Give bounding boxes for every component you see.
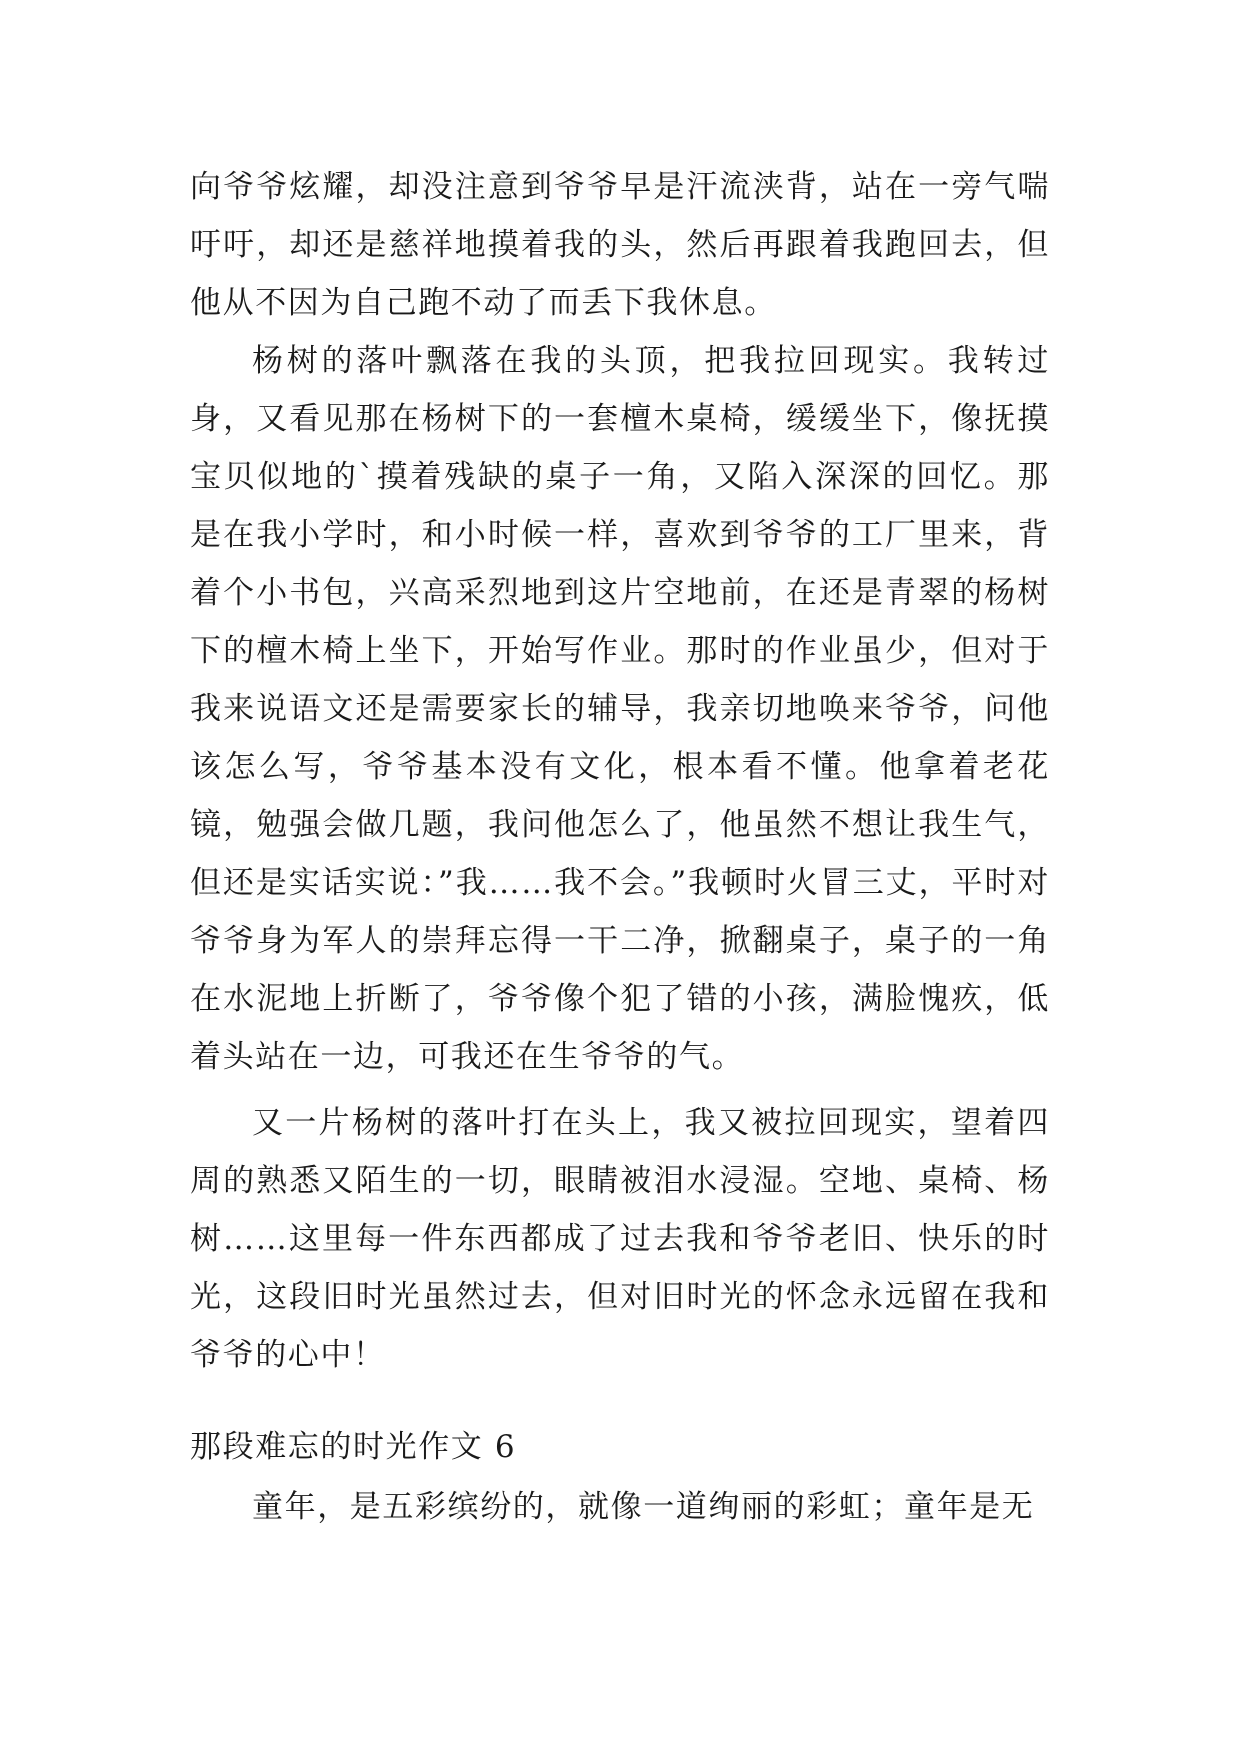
section-heading: 那段难忘的时光作文 6 bbox=[190, 1429, 517, 1465]
paragraph-childhood: 童年，是五彩缤纷的，就像一道绚丽的彩虹；童年是无 bbox=[252, 1489, 1035, 1525]
paragraph-continuation: 向爷爷炫耀，却没注意到爷爷早是汗流浃背，站在一旁气喘吁吁，却还是慈祥地摸着我的头，然后再跟着我跑回去，但他从不因为自己跑不动了而丢下我休息。 bbox=[190, 169, 1050, 321]
paragraph-poplar-desk: 杨树的落叶飘落在我的头顶，把我拉回现实。我转过身，又看见那在杨树下的一套檀木桌椅，缓缓坐下，像抚摸宝贝似地的`摸着残缺的桌子一角，又陷入深深的回忆。那是在我小学时，和小时候一样，喜欢到爷爷的工厂里来，背着个小书包，兴高采烈地到这片空地前，在还是青翠的杨树下的檀木椅上坐下，开始写作业。那时的作业虽少，但对于我来说语文还是需要家长的辅导，我亲切地唤来爷爷，问他该怎么写，爷爷基本没有文化，根本看不懂。他拿着老花镜，勉强会做几题，我问他怎么了，他虽然不想让我生气，但还是实话实说：”我……我不会。”我顿时火冒三丈，平时对爷爷身为军人的崇拜忘得一干二净，掀翻桌子，桌子的一角在水泥地上折断了，爷爷像个犯了错的小孩，满脸愧疚，低着头站在一边，可我还在生爷爷的气。 bbox=[190, 343, 1050, 1075]
paragraph-leaf-fall: 又一片杨树的落叶打在头上，我又被拉回现实，望着四周的熟悉又陌生的一切，眼睛被泪水浸湿。空地、桌椅、杨树……这里每一件东西都成了过去我和爷爷老旧、快乐的时光，这段旧时光虽然过去，但对旧时光的怀念永远留在我和爷爷的心中！ bbox=[190, 1105, 1050, 1373]
